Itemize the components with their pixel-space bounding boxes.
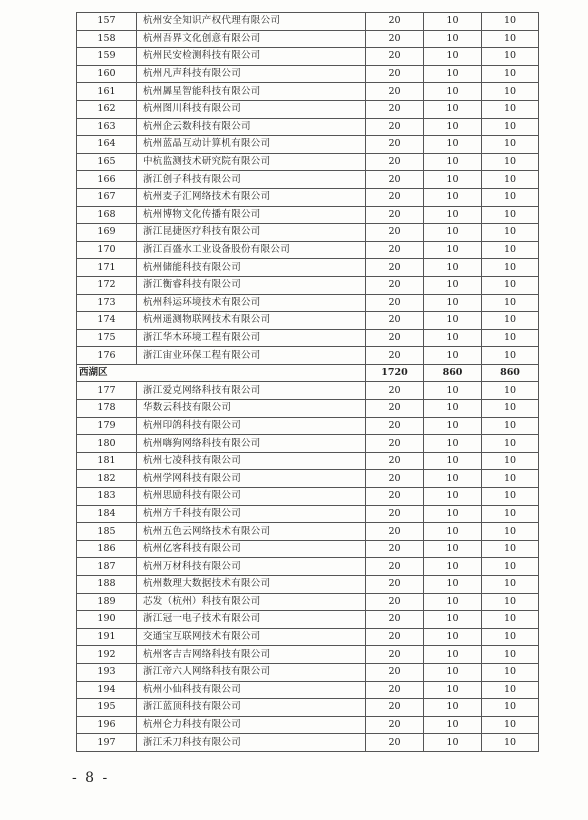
amount-part-2: 10 [482,576,539,594]
amount-part-1: 10 [424,65,482,83]
table-row [77,276,539,294]
row-number: 187 [77,558,137,576]
amount-part-1: 10 [424,593,482,611]
amount-part-2: 10 [482,470,539,488]
company-name: 芯发（杭州）科技有限公司 [137,593,366,611]
table-row [77,30,539,48]
amount-part-1: 10 [424,523,482,541]
company-name: 浙江百盛水工业设备股份有限公司 [137,241,366,259]
amount-part-1: 10 [424,276,482,294]
table-row [77,646,539,664]
row-number: 179 [77,417,137,435]
amount-total: 20 [366,400,424,418]
row-number: 195 [77,699,137,717]
amount-part-1: 10 [424,681,482,699]
amount-part-1: 10 [424,347,482,365]
row-number: 192 [77,646,137,664]
amount-part-1: 10 [424,206,482,224]
row-number: 169 [77,224,137,242]
amount-part-1: 10 [424,312,482,330]
amount-total: 20 [366,312,424,330]
amount-total: 20 [366,329,424,347]
amount-part-1: 10 [424,470,482,488]
table-row [77,628,539,646]
amount-part-1: 10 [424,30,482,48]
row-number: 174 [77,312,137,330]
amount-part-1: 10 [424,13,482,31]
company-name: 杭州储能科技有限公司 [137,259,366,277]
district-name: 西湖区 [77,364,366,382]
amount-total: 20 [366,417,424,435]
amount-part-2: 10 [482,540,539,558]
amount-part-1: 10 [424,136,482,154]
row-number: 183 [77,488,137,506]
table-row [77,488,539,506]
table-row [77,312,539,330]
row-number: 165 [77,153,137,171]
row-number: 188 [77,576,137,594]
company-name: 杭州思励科技有限公司 [137,488,366,506]
amount-part-2: 10 [482,13,539,31]
amount-part-1: 860 [424,364,482,382]
amount-part-2: 10 [482,681,539,699]
table-row [77,136,539,154]
company-name: 浙江宙业环保工程有限公司 [137,347,366,365]
row-number: 185 [77,523,137,541]
amount-part-1: 10 [424,576,482,594]
amount-total: 20 [366,100,424,118]
table-row [77,153,539,171]
table-row [77,347,539,365]
amount-total: 20 [366,646,424,664]
amount-part-1: 10 [424,505,482,523]
amount-total: 20 [366,452,424,470]
amount-part-1: 10 [424,100,482,118]
company-funding-table [76,12,539,752]
amount-part-2: 10 [482,30,539,48]
amount-part-2: 10 [482,171,539,189]
row-number: 184 [77,505,137,523]
table-row [77,611,539,629]
company-name: 杭州亿客科技有限公司 [137,540,366,558]
amount-part-1: 10 [424,259,482,277]
amount-part-2: 10 [482,593,539,611]
amount-total: 20 [366,276,424,294]
company-name: 杭州科运环境技术有限公司 [137,294,366,312]
amount-part-2: 10 [482,488,539,506]
row-number: 167 [77,188,137,206]
amount-total: 20 [366,382,424,400]
amount-total: 20 [366,48,424,66]
table-row [77,48,539,66]
row-number: 190 [77,611,137,629]
company-name: 杭州客吉吉网络科技有限公司 [137,646,366,664]
amount-part-1: 10 [424,83,482,101]
amount-part-2: 10 [482,716,539,734]
row-number: 194 [77,681,137,699]
amount-part-2: 10 [482,699,539,717]
amount-total: 20 [366,171,424,189]
amount-part-1: 10 [424,118,482,136]
amount-part-2: 10 [482,435,539,453]
amount-part-2: 10 [482,382,539,400]
amount-part-2: 10 [482,558,539,576]
amount-part-2: 10 [482,48,539,66]
amount-total: 20 [366,65,424,83]
amount-total: 20 [366,699,424,717]
amount-part-2: 10 [482,153,539,171]
amount-part-1: 10 [424,188,482,206]
amount-total: 20 [366,294,424,312]
amount-total: 20 [366,188,424,206]
amount-total: 20 [366,241,424,259]
amount-total: 20 [366,470,424,488]
amount-total: 20 [366,716,424,734]
amount-part-2: 10 [482,65,539,83]
company-name: 浙江爱克网络科技有限公司 [137,382,366,400]
company-name: 杭州遥测物联网技术有限公司 [137,312,366,330]
table-row [77,171,539,189]
amount-total: 20 [366,435,424,453]
amount-total: 20 [366,681,424,699]
row-number: 196 [77,716,137,734]
amount-part-1: 10 [424,329,482,347]
table-row [77,681,539,699]
amount-total: 20 [366,523,424,541]
amount-part-1: 10 [424,153,482,171]
table-row [77,593,539,611]
amount-part-2: 10 [482,523,539,541]
amount-part-2: 10 [482,276,539,294]
company-name: 浙江禾刀科技有限公司 [137,734,366,752]
table-body [77,13,539,752]
amount-total: 20 [366,224,424,242]
amount-total: 20 [366,505,424,523]
table-row [77,13,539,31]
amount-part-2: 10 [482,224,539,242]
amount-part-1: 10 [424,382,482,400]
table-row [77,118,539,136]
table-row [77,206,539,224]
amount-total: 20 [366,558,424,576]
amount-part-2: 10 [482,241,539,259]
amount-part-2: 10 [482,611,539,629]
row-number: 162 [77,100,137,118]
company-name: 杭州民安检测科技有限公司 [137,48,366,66]
table-row [77,224,539,242]
amount-part-1: 10 [424,558,482,576]
amount-total: 20 [366,153,424,171]
amount-part-1: 10 [424,540,482,558]
table-row [77,294,539,312]
table-row [77,663,539,681]
amount-part-2: 860 [482,364,539,382]
amount-total: 20 [366,593,424,611]
row-number: 173 [77,294,137,312]
amount-part-1: 10 [424,171,482,189]
row-number: 158 [77,30,137,48]
company-name: 杭州小仙科技有限公司 [137,681,366,699]
amount-part-2: 10 [482,347,539,365]
company-name: 杭州企云数科技有限公司 [137,118,366,136]
company-name: 杭州图川科技有限公司 [137,100,366,118]
table-row [77,734,539,752]
amount-part-1: 10 [424,452,482,470]
amount-part-1: 10 [424,734,482,752]
amount-total: 20 [366,540,424,558]
amount-part-2: 10 [482,628,539,646]
amount-part-1: 10 [424,294,482,312]
amount-part-2: 10 [482,505,539,523]
amount-total: 20 [366,136,424,154]
amount-part-2: 10 [482,100,539,118]
amount-part-2: 10 [482,188,539,206]
amount-part-1: 10 [424,435,482,453]
table-row [77,417,539,435]
amount-part-1: 10 [424,611,482,629]
row-number: 157 [77,13,137,31]
amount-total: 20 [366,259,424,277]
amount-total: 20 [366,663,424,681]
company-name: 浙江昆捷医疗科技有限公司 [137,224,366,242]
amount-total: 20 [366,118,424,136]
row-number: 191 [77,628,137,646]
table-row [77,523,539,541]
row-number: 172 [77,276,137,294]
amount-total: 20 [366,30,424,48]
amount-part-2: 10 [482,118,539,136]
amount-part-1: 10 [424,417,482,435]
amount-total: 20 [366,611,424,629]
row-number: 163 [77,118,137,136]
company-name: 浙江华木环境工程有限公司 [137,329,366,347]
table-row [77,382,539,400]
table-row [77,188,539,206]
table-row [77,716,539,734]
table-row [77,65,539,83]
row-number: 176 [77,347,137,365]
company-name: 杭州嗨狗网络科技有限公司 [137,435,366,453]
company-name: 华数云科技有限公司 [137,400,366,418]
amount-total: 20 [366,576,424,594]
amount-total: 20 [366,206,424,224]
company-name: 浙江创子科技有限公司 [137,171,366,189]
company-name: 杭州仑力科技有限公司 [137,716,366,734]
row-number: 171 [77,259,137,277]
table-row [77,452,539,470]
company-name: 杭州七凌科技有限公司 [137,452,366,470]
amount-part-2: 10 [482,312,539,330]
company-name: 浙江冠一电子技术有限公司 [137,611,366,629]
row-number: 168 [77,206,137,224]
company-name: 杭州羼星智能科技有限公司 [137,83,366,101]
amount-part-1: 10 [424,400,482,418]
table-row [77,699,539,717]
amount-total: 20 [366,347,424,365]
amount-part-2: 10 [482,417,539,435]
row-number: 164 [77,136,137,154]
row-number: 178 [77,400,137,418]
row-number: 175 [77,329,137,347]
company-name: 杭州学网科技有限公司 [137,470,366,488]
company-name: 中杭监测技术研究院有限公司 [137,153,366,171]
district-subtotal-row [77,364,539,382]
table-row [77,400,539,418]
amount-total: 20 [366,734,424,752]
amount-part-1: 10 [424,628,482,646]
company-name: 浙江帝六人网络科技有限公司 [137,663,366,681]
company-name: 浙江衡睿科技有限公司 [137,276,366,294]
company-name: 杭州安全知识产权代理有限公司 [137,13,366,31]
company-name: 杭州印鸽科技有限公司 [137,417,366,435]
amount-part-2: 10 [482,206,539,224]
amount-part-2: 10 [482,663,539,681]
company-name: 杭州数理大数据技术有限公司 [137,576,366,594]
row-number: 180 [77,435,137,453]
amount-part-2: 10 [482,734,539,752]
table-row [77,259,539,277]
company-name: 杭州万材科技有限公司 [137,558,366,576]
amount-part-2: 10 [482,646,539,664]
amount-part-2: 10 [482,329,539,347]
row-number: 159 [77,48,137,66]
page-number: - 8 - [72,770,110,786]
company-name: 杭州五色云网络技术有限公司 [137,523,366,541]
amount-part-1: 10 [424,224,482,242]
amount-part-2: 10 [482,452,539,470]
row-number: 186 [77,540,137,558]
company-name: 杭州博物文化传播有限公司 [137,206,366,224]
amount-part-2: 10 [482,259,539,277]
row-number: 170 [77,241,137,259]
row-number: 182 [77,470,137,488]
company-name: 交通宝互联网技术有限公司 [137,628,366,646]
row-number: 197 [77,734,137,752]
company-name: 杭州麦子汇网络技术有限公司 [137,188,366,206]
company-name: 杭州方千科技有限公司 [137,505,366,523]
amount-part-2: 10 [482,136,539,154]
row-number: 177 [77,382,137,400]
amount-total: 20 [366,13,424,31]
table-row [77,540,539,558]
amount-total: 1720 [366,364,424,382]
table-row [77,505,539,523]
amount-part-2: 10 [482,83,539,101]
table-row [77,576,539,594]
row-number: 160 [77,65,137,83]
table-row [77,435,539,453]
row-number: 181 [77,452,137,470]
amount-part-1: 10 [424,48,482,66]
row-number: 193 [77,663,137,681]
company-name: 浙江蓝顶科技有限公司 [137,699,366,717]
amount-total: 20 [366,628,424,646]
company-name: 杭州吾界文化创意有限公司 [137,30,366,48]
row-number: 189 [77,593,137,611]
amount-total: 20 [366,488,424,506]
amount-part-1: 10 [424,488,482,506]
company-name: 杭州蓝晶互动计算机有限公司 [137,136,366,154]
amount-part-1: 10 [424,646,482,664]
table-row [77,100,539,118]
amount-part-1: 10 [424,241,482,259]
amount-part-1: 10 [424,663,482,681]
company-name: 杭州凡声科技有限公司 [137,65,366,83]
amount-part-1: 10 [424,699,482,717]
table-row [77,83,539,101]
table-row [77,241,539,259]
table-row [77,558,539,576]
amount-part-1: 10 [424,716,482,734]
amount-part-2: 10 [482,400,539,418]
row-number: 161 [77,83,137,101]
table-row [77,329,539,347]
amount-part-2: 10 [482,294,539,312]
row-number: 166 [77,171,137,189]
table-row [77,470,539,488]
amount-total: 20 [366,83,424,101]
